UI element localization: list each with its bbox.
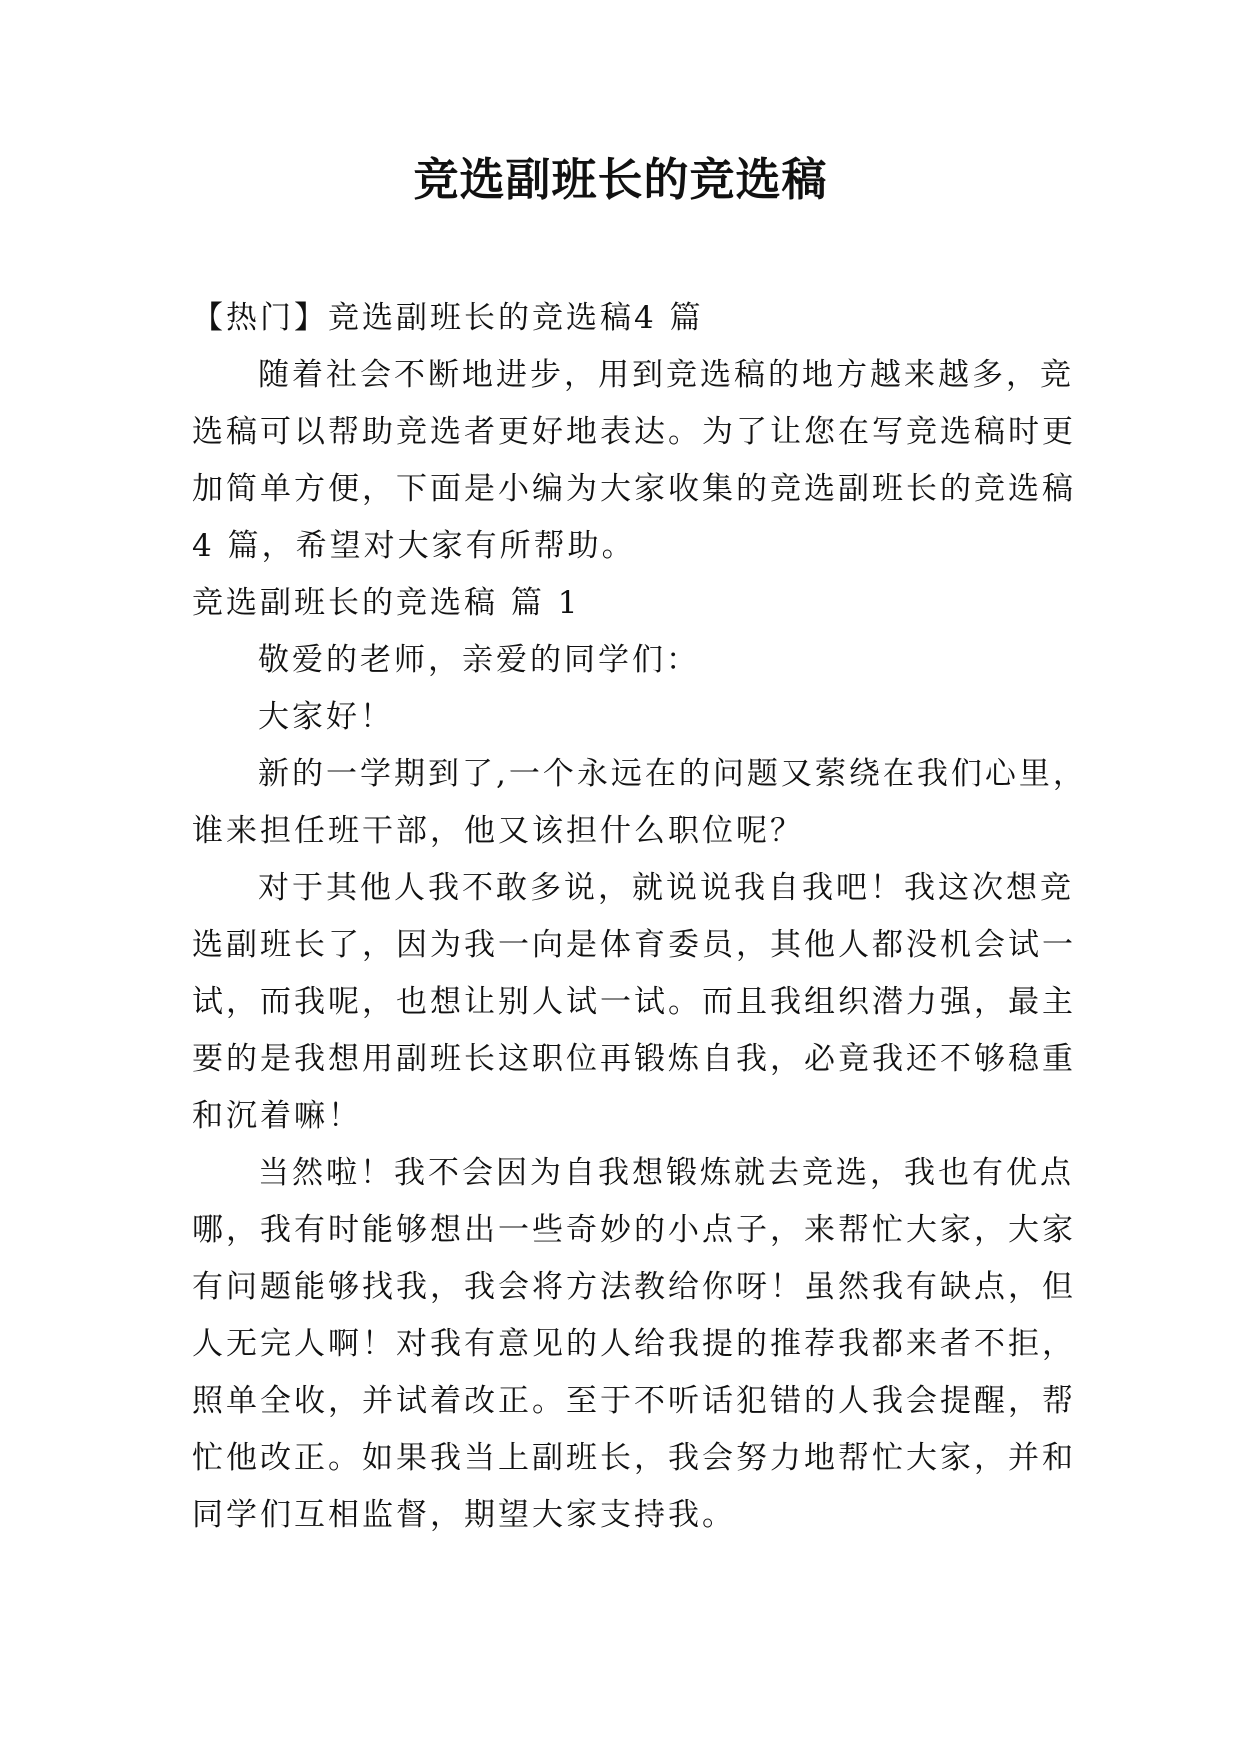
hello-line: 大家好！ [258, 699, 394, 735]
paragraph-2-line-3: 试，而我呢，也想让别人试一试。而且我组织潜力强，最主 [192, 984, 1076, 1020]
article-heading: 【热门】竞选副班长的竞选稿4 篇 [192, 300, 704, 336]
intro-line-2: 选稿可以帮助竞选者更好地表达。为了让您在写竞选稿时更 [192, 414, 1076, 450]
paragraph-2-line-2: 选副班长了，因为我一向是体育委员，其他人都没机会试一 [192, 927, 1076, 963]
paragraph-3-line-1: 当然啦！我不会因为自我想锻炼就去竞选，我也有优点 [258, 1155, 1074, 1191]
intro-line-4: 4 篇，希望对大家有所帮助。 [192, 528, 636, 564]
intro-line-1: 随着社会不断地进步，用到竞选稿的地方越来越多，竞 [258, 357, 1074, 393]
section-title: 竞选副班长的竞选稿 篇 1 [192, 585, 581, 621]
paragraph-3-line-4: 人无完人啊！对我有意见的人给我提的推荐我都来者不拒， [192, 1326, 1076, 1362]
document-title: 竞选副班长的竞选稿 [413, 153, 828, 206]
paragraph-3-line-3: 有问题能够找我，我会将方法教给你呀！虽然我有缺点，但 [192, 1269, 1076, 1305]
greeting-line: 敬爱的老师，亲爱的同学们： [258, 642, 700, 678]
paragraph-3-line-7: 同学们互相监督，期望大家支持我。 [192, 1497, 736, 1533]
paragraph-1-line-2: 谁来担任班干部，他又该担什么职位呢？ [192, 813, 804, 849]
paragraph-2-line-4: 要的是我想用副班长这职位再锻炼自我，必竟我还不够稳重 [192, 1041, 1076, 1077]
paragraph-3-line-5: 照单全收，并试着改正。至于不听话犯错的人我会提醒，帮 [192, 1383, 1076, 1419]
paragraph-3-line-6: 忙他改正。如果我当上副班长，我会努力地帮忙大家，并和 [192, 1440, 1076, 1476]
document-body [192, 290, 1087, 1544]
paragraph-1-line-1: 新的一学期到了,一个永远在的问题又萦绕在我们心里， [258, 756, 1087, 792]
paragraph-3-line-2: 哪，我有时能够想出一些奇妙的小点子，来帮忙大家，大家 [192, 1212, 1076, 1248]
paragraph-2-line-1: 对于其他人我不敢多说，就说说我自我吧！我这次想竞 [258, 870, 1074, 906]
paragraph-2-line-5: 和沉着嘛！ [192, 1098, 362, 1134]
intro-line-3: 加简单方便，下面是小编为大家收集的竞选副班长的竞选稿 [192, 471, 1076, 507]
